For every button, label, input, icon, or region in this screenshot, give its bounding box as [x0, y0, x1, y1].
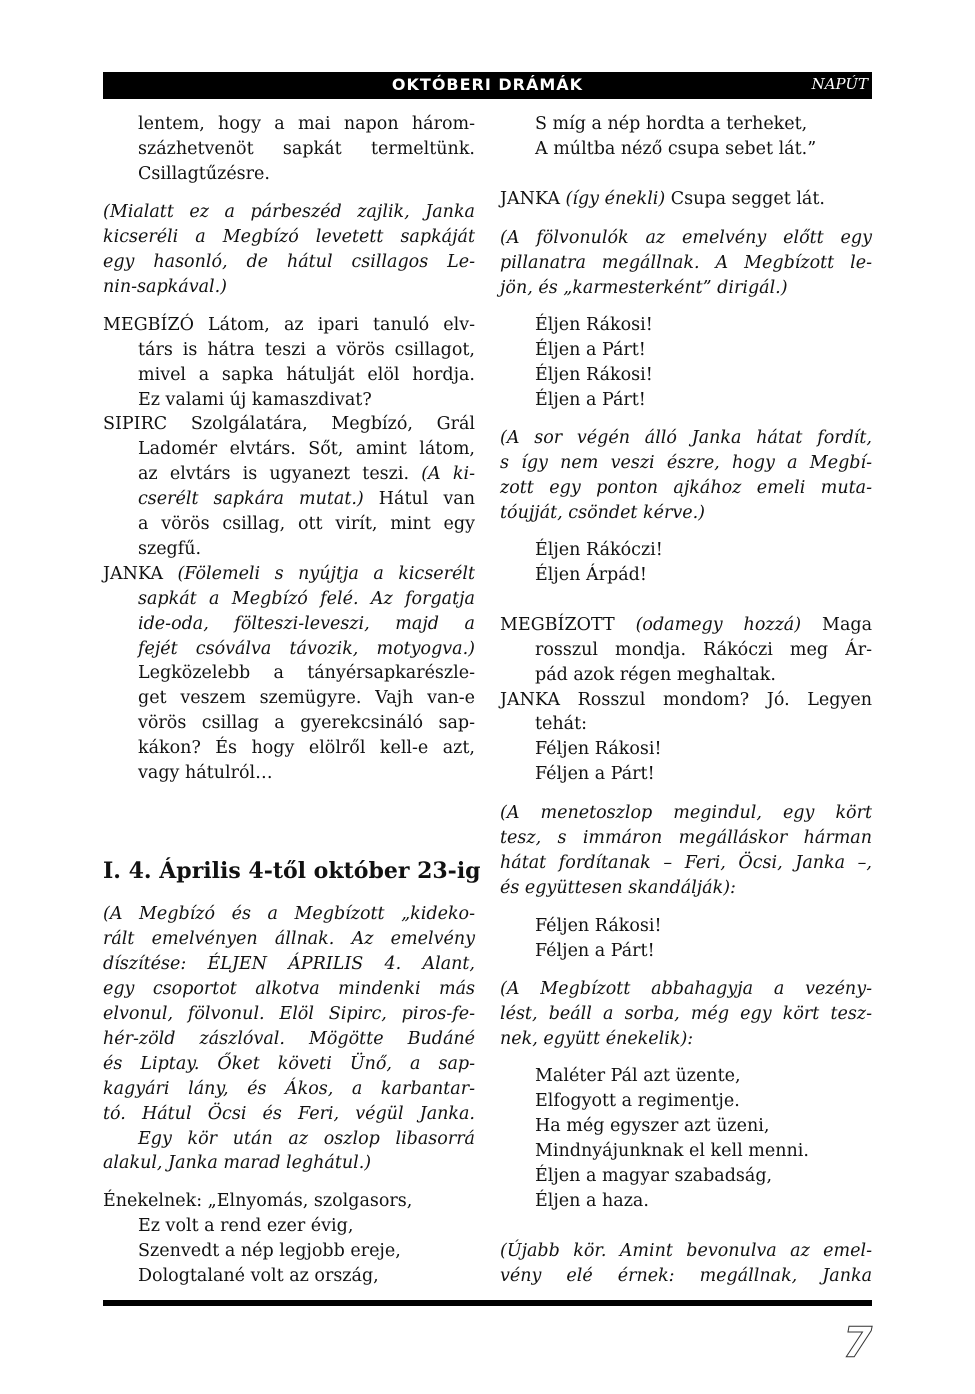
text-line: MEGBÍZÓ Látom, az ipari tanuló elv- [103, 315, 475, 335]
text-line: Szenvedt a nép legjobb ereje, [138, 1241, 401, 1261]
text-line: Ha még egyszer azt üzeni, [535, 1116, 770, 1136]
text-line: Csillagtűzésre. [138, 164, 270, 184]
text-line: Maléter Pál azt üzente, [535, 1066, 741, 1086]
text-line: Éljen a haza. [535, 1191, 649, 1211]
bottom-rule [103, 1300, 872, 1306]
text-line: SIPIRC Szolgálatára, Megbízó, Grál [103, 414, 475, 434]
text-line: Legközelebb a tányérsapkarészle- [138, 663, 475, 683]
text-line: elvonul, fölvonul. Elöl Sipirc, piros-fe- [103, 1004, 475, 1024]
text-line: szegfű. [138, 539, 202, 559]
text-line: (A menetoszlop megindul, egy kört [500, 803, 872, 823]
running-header [103, 72, 872, 99]
text-line: Féljen Rákosi! [535, 739, 662, 759]
text-line: sapkát a Megbízó felé. Az forgatja [138, 589, 475, 609]
text-line: Ez volt a rend ezer évig, [138, 1216, 354, 1236]
text-line: (A sor végén álló Janka hátat fordít, [500, 428, 872, 448]
text-line: Féljen Rákosi! [535, 916, 662, 936]
section-heading: I. 4. Április 4-től október 23-ig [103, 858, 481, 884]
text-line: pillanatra megállnak. A Megbízott le- [500, 253, 872, 273]
text-line: fejét csóválva távozik, motyogva.) [138, 639, 475, 659]
text-line: Éljen Árpád! [535, 565, 647, 585]
text-line: Dologtalané volt az ország, [138, 1266, 379, 1286]
text-line: a vörös csillag, ott virít, mint egy [138, 514, 475, 534]
text-line: egy hasonló, de hátul csillagos Le- [103, 252, 475, 272]
page-number: 7 [843, 1318, 873, 1367]
text-line: s így nem veszi észre, hogy a Megbí- [500, 453, 872, 473]
text-line: vagy hátulról… [138, 763, 273, 783]
text-line: cserélt sapkára mutat.) Hátul van [138, 489, 476, 509]
text-line: tó. Hátul Öcsi és Feri, végül Janka. [103, 1104, 475, 1124]
text-line: nek, együtt énekelik): [500, 1029, 694, 1049]
text-line: Éljen a magyar szabadság, [535, 1166, 773, 1186]
text-line: (A fölvonulók az emelvény előtt egy [500, 228, 872, 248]
text-line: vény elé érnek: megállnak, Janka [500, 1266, 872, 1286]
text-line: Ez valami új kamaszdivat? [138, 390, 372, 410]
text-line: Éljen a Párt! [535, 390, 646, 410]
text-line: jön, és „karmesterként” dirigál.) [500, 278, 788, 298]
text-line: MEGBÍZOTT (odamegy hozzá) Maga [500, 615, 873, 635]
text-line: A múltba néző csupa sebet lát.” [535, 139, 817, 159]
text-line: Éljen Rákóczi! [535, 540, 663, 560]
napút-logo: NAPÚT [811, 75, 868, 93]
text-line: JANKA (így énekli) Csupa segget lát. [500, 189, 825, 209]
text-line: Ladomér elvtárs. Sőt, amint látom, [138, 439, 475, 459]
text-line: Énekelnek: „Elnyomás, szolgasors, [103, 1191, 413, 1211]
text-line: tóujját, csöndet kérve.) [500, 503, 705, 523]
running-header-title: OKTÓBERI DRÁMÁK [391, 75, 584, 94]
text-line: (A Megbízott abbahagyja a vezény- [500, 979, 872, 999]
text-line: mivel a sapka hátulját elöl hordja. [138, 365, 475, 385]
text-line: nin-sapkával.) [103, 277, 228, 297]
text-line: Éljen Rákosi! [535, 365, 653, 385]
text-line: get veszem szemügyre. Vajh van-e [138, 688, 475, 708]
text-line: Éljen Rákosi! [535, 315, 653, 335]
text-line: tesz, s immáron megálláskor hárman [500, 828, 872, 848]
text-line: és együttesen skandálják): [500, 878, 736, 898]
text-line: Féljen a Párt! [535, 764, 655, 784]
text-line: Féljen a Párt! [535, 941, 655, 961]
text-line: vörös csillag a gyerekcsináló sap- [138, 713, 475, 733]
text-line: tehát: [535, 714, 588, 734]
text-line: (A Megbízó és a Megbízott „kideko- [103, 904, 475, 924]
text-line: rosszul mondja. Rákóczi meg Ár- [535, 640, 872, 660]
text-line: kicseréli a Megbízó levetett sapkáját [103, 227, 475, 247]
text-line: (Mialatt ez a párbeszéd zajlik, Janka [103, 202, 475, 222]
text-line: zott egy ponton ajkához emeli muta- [500, 478, 872, 498]
text-line: rált emelvényen állnak. Az emelvény [103, 929, 475, 949]
text-line: Elfogyott a regimentje. [535, 1091, 740, 1111]
text-line: százhetvenöt sapkát termeltünk. [138, 139, 475, 159]
text-line: pád azok régen meghaltak. [535, 665, 776, 685]
text-line: Mindnyájunknak el kell menni. [535, 1141, 809, 1161]
text-line: az elvtárs is ugyanezt teszi. (A ki- [138, 464, 475, 484]
text-line: Éljen a Párt! [535, 340, 646, 360]
text-line: díszítése: ÉLJEN ÁPRILIS 4. Alant, [103, 954, 475, 974]
text-line: JANKA Rosszul mondom? Jó. Legyen [500, 690, 872, 710]
text-line: lentem, hogy a mai napon három- [138, 114, 475, 134]
text-line: JANKA (Fölemeli s nyújtja a kicserélt [103, 564, 476, 584]
text-line: egy csoportot alkotva mindenki más [103, 979, 475, 999]
text-line: társ is hátra teszi a vörös csillagot, [138, 340, 475, 360]
text-line: hér-zöld zászlóval. Mögötte Budáné [103, 1029, 475, 1049]
text-line: (Újabb kör. Amint bevonulva az emel- [500, 1241, 872, 1261]
text-line: lést, beáll a sorba, még egy kört tesz- [500, 1004, 872, 1024]
text-line: és Liptay. Őket követi Ünő, a sap- [103, 1054, 475, 1074]
text-line: kákon? És hogy elölről kell-e azt, [138, 738, 475, 758]
text-line: S míg a nép hordta a terheket, [535, 114, 808, 134]
text-line: alakul, Janka marad leghátul.) [103, 1153, 372, 1173]
text-line: kagyári lány, és Ákos, a karbantar- [103, 1079, 475, 1099]
text-line: ide-oda, fölteszi-leveszi, majd a [138, 614, 475, 634]
text-line: Egy kör után az oszlop libasorrá [138, 1129, 475, 1149]
text-line: hátat fordítanak – Feri, Öcsi, Janka –, [500, 853, 872, 873]
